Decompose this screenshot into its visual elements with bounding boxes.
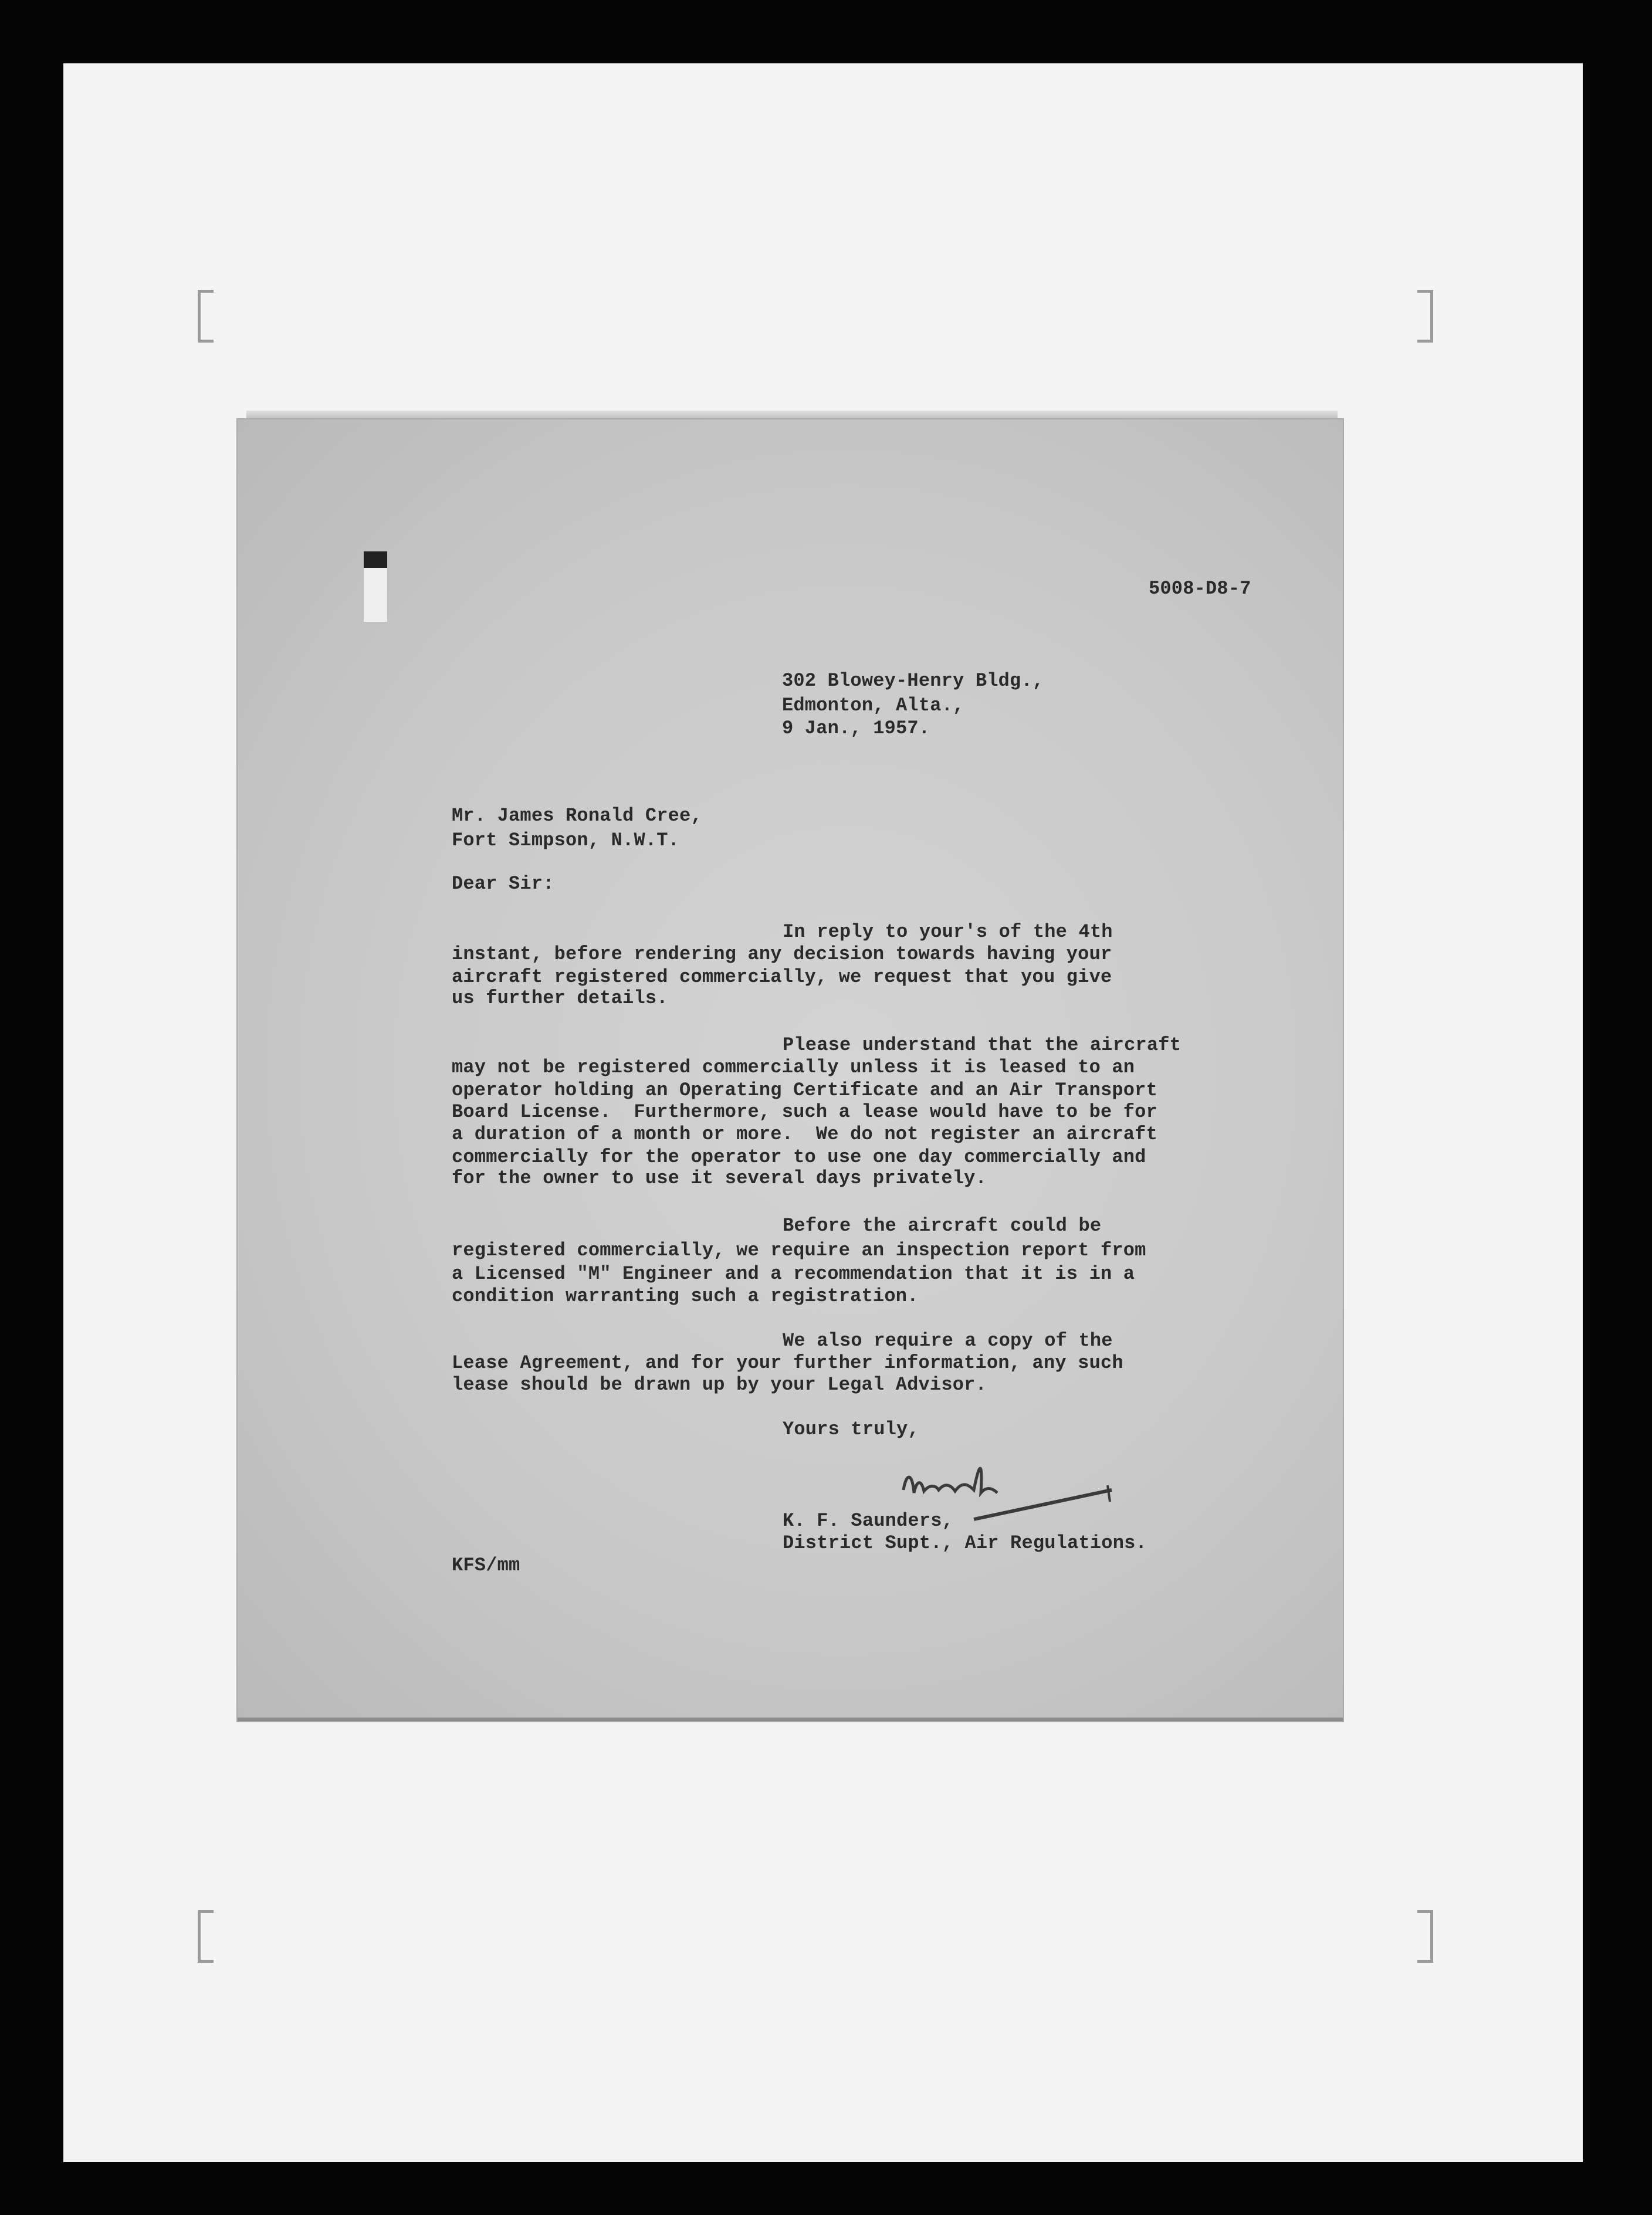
body-line: for the owner to use it several days privately. [452,1167,987,1189]
recipient-line: Mr. James Ronald Cree, [452,805,702,827]
body-line: us further details. [452,987,668,1009]
crop-mark-top-right [1417,290,1433,343]
crop-mark-bottom-left [198,1910,214,1963]
body-line: Board License. Furthermore, such a lease would have to be for [452,1101,1157,1123]
body-line: operator holding an Operating Certificate and an Air Transport [452,1079,1157,1101]
body-line: Please understand that the aircraft [783,1034,1182,1056]
body-line: Lease Agreement, and for your further information, any such [452,1352,1123,1374]
letter-date: 9 Jan., 1957. [782,717,930,739]
signer-name: K. F. Saunders, [783,1510,954,1532]
sender-address-line: Edmonton, Alta., [782,695,964,716]
crop-mark-bottom-right [1417,1910,1433,1963]
body-line: instant, before rendering any decision towards having your [452,943,1112,965]
body-line: lease should be drawn up by your Legal Advisor. [452,1374,987,1396]
sender-address-line: 302 Blowey-Henry Bldg., [782,670,1044,692]
salutation: Dear Sir: [452,873,554,895]
body-line: a duration of a month or more. We do not register an aircraft [452,1123,1157,1145]
crop-mark-top-left [198,290,214,343]
body-line: condition warranting such a registration. [452,1285,919,1307]
body-line: Before the aircraft could be [783,1215,1102,1237]
body-line: may not be registered commercially unless it is leased to an [452,1056,1135,1078]
body-line: commercially for the operator to use one day commercially and [452,1146,1146,1168]
body-line: a Licensed "M" Engineer and a recommendation that it is in a [452,1263,1135,1285]
punch-hole [364,551,387,622]
file-reference: 5008-D8-7 [1149,578,1251,600]
body-line: In reply to your's of the 4th [783,921,1113,943]
body-line: We also require a copy of the [783,1330,1113,1352]
recipient-line: Fort Simpson, N.W.T. [452,829,680,851]
signer-title: District Supt., Air Regulations. [783,1532,1147,1554]
typist-initials: KFS/mm [452,1554,520,1576]
closing: Yours truly, [783,1418,919,1440]
body-line: aircraft registered commercially, we request that you give [452,966,1112,988]
body-line: registered commercially, we require an inspection report from [452,1239,1146,1261]
